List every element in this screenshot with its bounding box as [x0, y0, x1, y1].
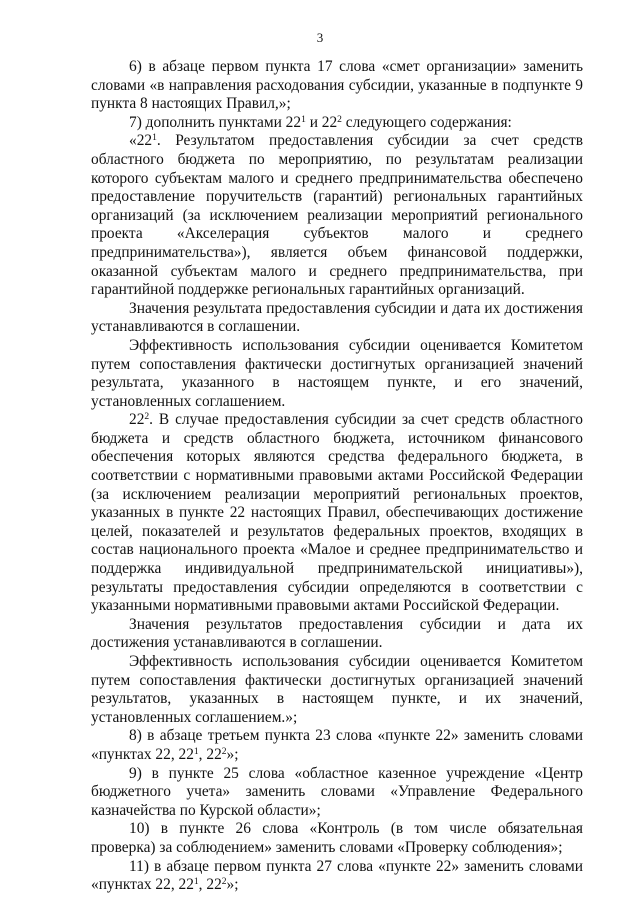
paragraph-text: 22	[129, 411, 145, 429]
superscript: 2	[221, 875, 227, 887]
paragraph	[91, 616, 583, 653]
paragraph-text: следующего содержания:	[341, 113, 512, 131]
paragraph-text: «22	[129, 132, 153, 150]
paragraph	[91, 114, 583, 133]
paragraph-text: Значения результатов предоставления субсидии и дата их достижения устанавливаются в соглашении.	[91, 615, 583, 652]
superscript: 2	[337, 113, 342, 125]
paragraph-text: . В случае предоставления субсидии за счет средств областного бюджета и средств областного бюджета, источником финансового обеспечения которых являются средства федерального бюджета, в соответствии с нормативными правовыми актами Российской Федерации (за исключением реализации мероприятий региональных проектов, указанных в пункте 22 настоящих Правил, обеспечивающих достижение целей, показателей и результатов федеральных проектов, входящих в состав национального проекта «Малое и среднее предпринимательство и поддержка индивидуальной предпринимательской инициативы»), результаты предоставления субсидии определяются в соответствии с указанными нормативными правовыми актами Российской Федерации.	[91, 411, 583, 615]
paragraph	[91, 300, 583, 337]
superscript: 1	[193, 875, 199, 887]
paragraph	[91, 727, 583, 764]
paragraph	[91, 820, 583, 857]
paragraph	[91, 58, 583, 114]
superscript: 1	[301, 113, 306, 125]
paragraph	[91, 653, 583, 727]
paragraph-text: 11) в абзаце первом пункта 27 слова «пункте 22» заменить словами «пунктах 22, 22	[91, 857, 583, 894]
paragraph-text: Эффективность использования субсидии оценивается Комитетом путем сопоставления фактически достигнутых организацией значений результата, указанного в настоящем пункте, и его значений, установленных соглашением.	[91, 336, 583, 410]
paragraph	[91, 858, 583, 895]
paragraph-text: и 22	[305, 113, 338, 131]
superscript: 1	[193, 745, 199, 757]
paragraph-text: , 22	[198, 876, 222, 894]
paragraph-text: 9) в пункте 25 слова «областное казенное учреждение «Центр бюджетного учета» заменить словами «Управление Федерального казначейства по Курской области»;	[91, 764, 583, 819]
paragraph-text: , 22	[198, 745, 222, 763]
paragraph-text: . Результатом предоставления субсидии за счет средств областного бюджета по мероприятию, по результатам реализации которого субъектам малого и среднего предпринимательства обеспечено предоставление поручительств (гарантий) региональных гарантийных организаций (за исключением реализации мероприятий регионального проекта «Акселерация субъектов малого и среднего предпринимательства»), является объем финансовой поддержки, оказанной субъектам малого и среднего предпринимательства, при гарантийной поддержке региональных гарантийных организаций.	[91, 132, 583, 299]
paragraph-text: 6) в абзаце первом пункта 17 слова «смет организации» заменить словами «в направления расходования субсидии, указанные в подпункте 9 пункта 8 настоящих Правил,»;	[91, 58, 583, 113]
paragraph-text: Эффективность использования субсидии оценивается Комитетом путем сопоставления фактически достигнутых организацией значений результатов, указанных в настоящем пункте, и их значений, установленных соглашением.»;	[91, 653, 583, 726]
paragraph	[91, 337, 583, 411]
paragraph-text: »;	[226, 745, 239, 763]
paragraph	[91, 132, 583, 299]
paragraph-text: 8) в абзаце третьем пункта 23 слова «пункте 22» заменить словами «пунктах 22, 22	[91, 727, 583, 763]
superscript: 1	[152, 132, 157, 144]
paragraph	[91, 411, 583, 616]
paragraph-text: Значения результата предоставления субсидии и дата их достижения устанавливаются в соглашении.	[91, 299, 583, 336]
superscript: 2	[144, 411, 150, 423]
page-number: 3	[316, 30, 324, 45]
superscript: 2	[221, 745, 227, 757]
document-body	[91, 58, 583, 895]
paragraph-text: 7) дополнить пунктами 22	[129, 113, 302, 131]
paragraph-text: 10) в пункте 26 слова «Контроль (в том числе обязательная проверка) за соблюдением» заменить словами «Проверку соблюдения»;	[91, 820, 583, 856]
paragraph-text: »;	[226, 876, 239, 894]
paragraph	[91, 765, 583, 821]
